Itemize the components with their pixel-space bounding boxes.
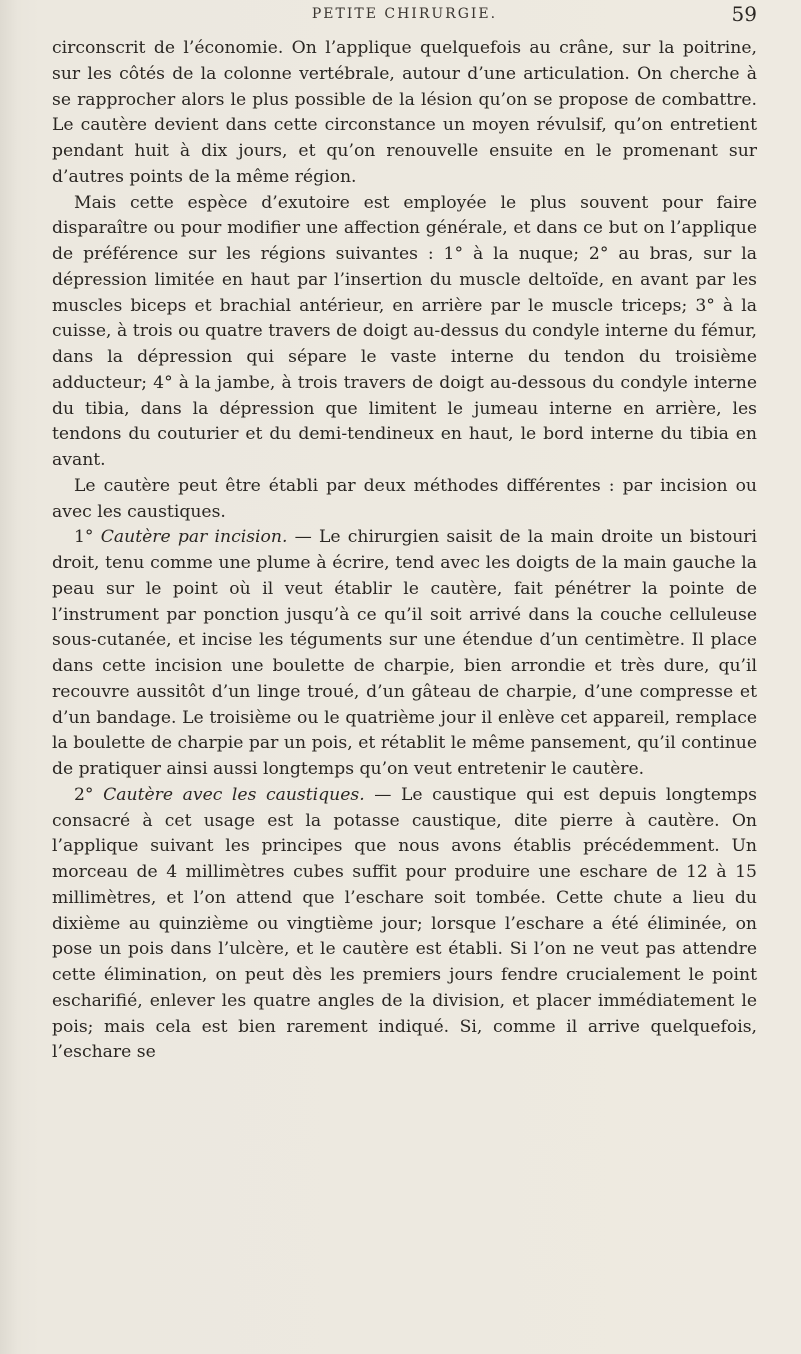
paragraph-text: Le cautère peut être établi par deux méthodes différentes : par incision ou avec les caustiques. xyxy=(52,475,757,522)
page-header xyxy=(52,2,757,32)
section-title: Cautère avec les caustiques. xyxy=(103,784,365,805)
paragraph-text: circonscrit de l’économie. On l’applique quelquefois au crâne, sur la poitrine, sur les côtés de la colonne vertébrale, autour d’une articulation. On cherche à se rapprocher alors le plus possible de la lésion qu’on se propose de combattre. Le cautère devient dans cette circonstance un moyen révulsif, qu’on entretient pendant huit à dix jours, et qu’on renouvelle ensuite en le promenant sur d’autres points de la même région. xyxy=(52,38,757,187)
paragraph-regions xyxy=(52,191,757,474)
paragraph-continuation xyxy=(52,36,757,191)
paragraph-methods xyxy=(52,474,757,526)
section-number: 1° xyxy=(74,527,94,548)
page-number: 59 xyxy=(731,2,757,26)
section-title: Cautère par incision. xyxy=(100,527,288,548)
section-number: 2° xyxy=(74,784,94,805)
paragraph-text: — Le chirurgien saisit de la main droite un bistouri droit, tenu comme une plume à écrire, tend avec les doigts de la main gauche la peau sur le point où il veut établir le cautère, fait pénétrer la pointe de l’instrument par ponction jusqu’à ce qu’il soit arrivé dans la couche celluleuse sous-cutanée, et incise les téguments sur une étendue d’un centimètre. Il place dans cette incision une boulette de charpie, bien arrondie et très dure, qu’il recouvre aussitôt d’un linge troué, d’un gâteau de charpie, d’une compresse et d’un bandage. Le troisième ou le quatrième jour il enlève cet appareil, remplace la boulette de charpie par un pois, et rétablit le même pansement, qu’il continue de pratiquer ainsi aussi longtemps qu’on veut entretenir le cautère. xyxy=(52,527,758,779)
paragraph-incision xyxy=(52,525,757,783)
running-title: PETITE CHIRURGIE. xyxy=(311,6,498,22)
paragraph-text: — Le caustique qui est depuis longtemps consacré à cet usage est la potasse caustique, dite pierre à cautère. On l’applique suivant les principes que nous avons établis précédemment. Un morceau de 4 millimètres cubes suffit pour produire une eschare de 12 à 15 millimètres, et l’on attend que l’eschare soit tombée. Cette chute a lieu du dixième au quinzième ou vingtième jour; lorsque l’eschare a été éliminée, on pose un pois dans l’ulcère, et le cautère est établi. Si l’on ne veut pas attendre cette élimination, on peut dès les premiers jours fendre crucialement le point escharifié, enlever les quatre angles de la division, et placer immédiatement le pois; mais cela est bien rarement indiqué. Si, comme il arrive quelquefois, l’eschare se xyxy=(52,784,757,1063)
body-text xyxy=(52,36,757,1066)
paragraph-text: Mais cette espèce d’exutoire est employée le plus souvent pour faire disparaître ou pour modifier une affection générale, et dans ce but on l’applique de préférence sur les régions suivantes : 1° à la nuque; 2° au bras, sur la dépression limitée en haut par l’insertion du muscle deltoïde, en avant par les muscles biceps et brachial antérieur, en arrière par le muscle triceps; 3° à la cuisse, à trois ou quatre travers de doigt au-dessus du condyle interne du fémur, dans la dépression qui sépare le vaste interne du tendon du troisième adducteur; 4° à la jambe, à trois travers de doigt au-dessous du condyle interne du tibia, dans la dépression que limitent le jumeau interne en arrière, les tendons du couturier et du demi-tendineux en haut, le bord interne du tibia en avant. xyxy=(52,192,757,470)
paragraph-caustics xyxy=(52,783,757,1066)
